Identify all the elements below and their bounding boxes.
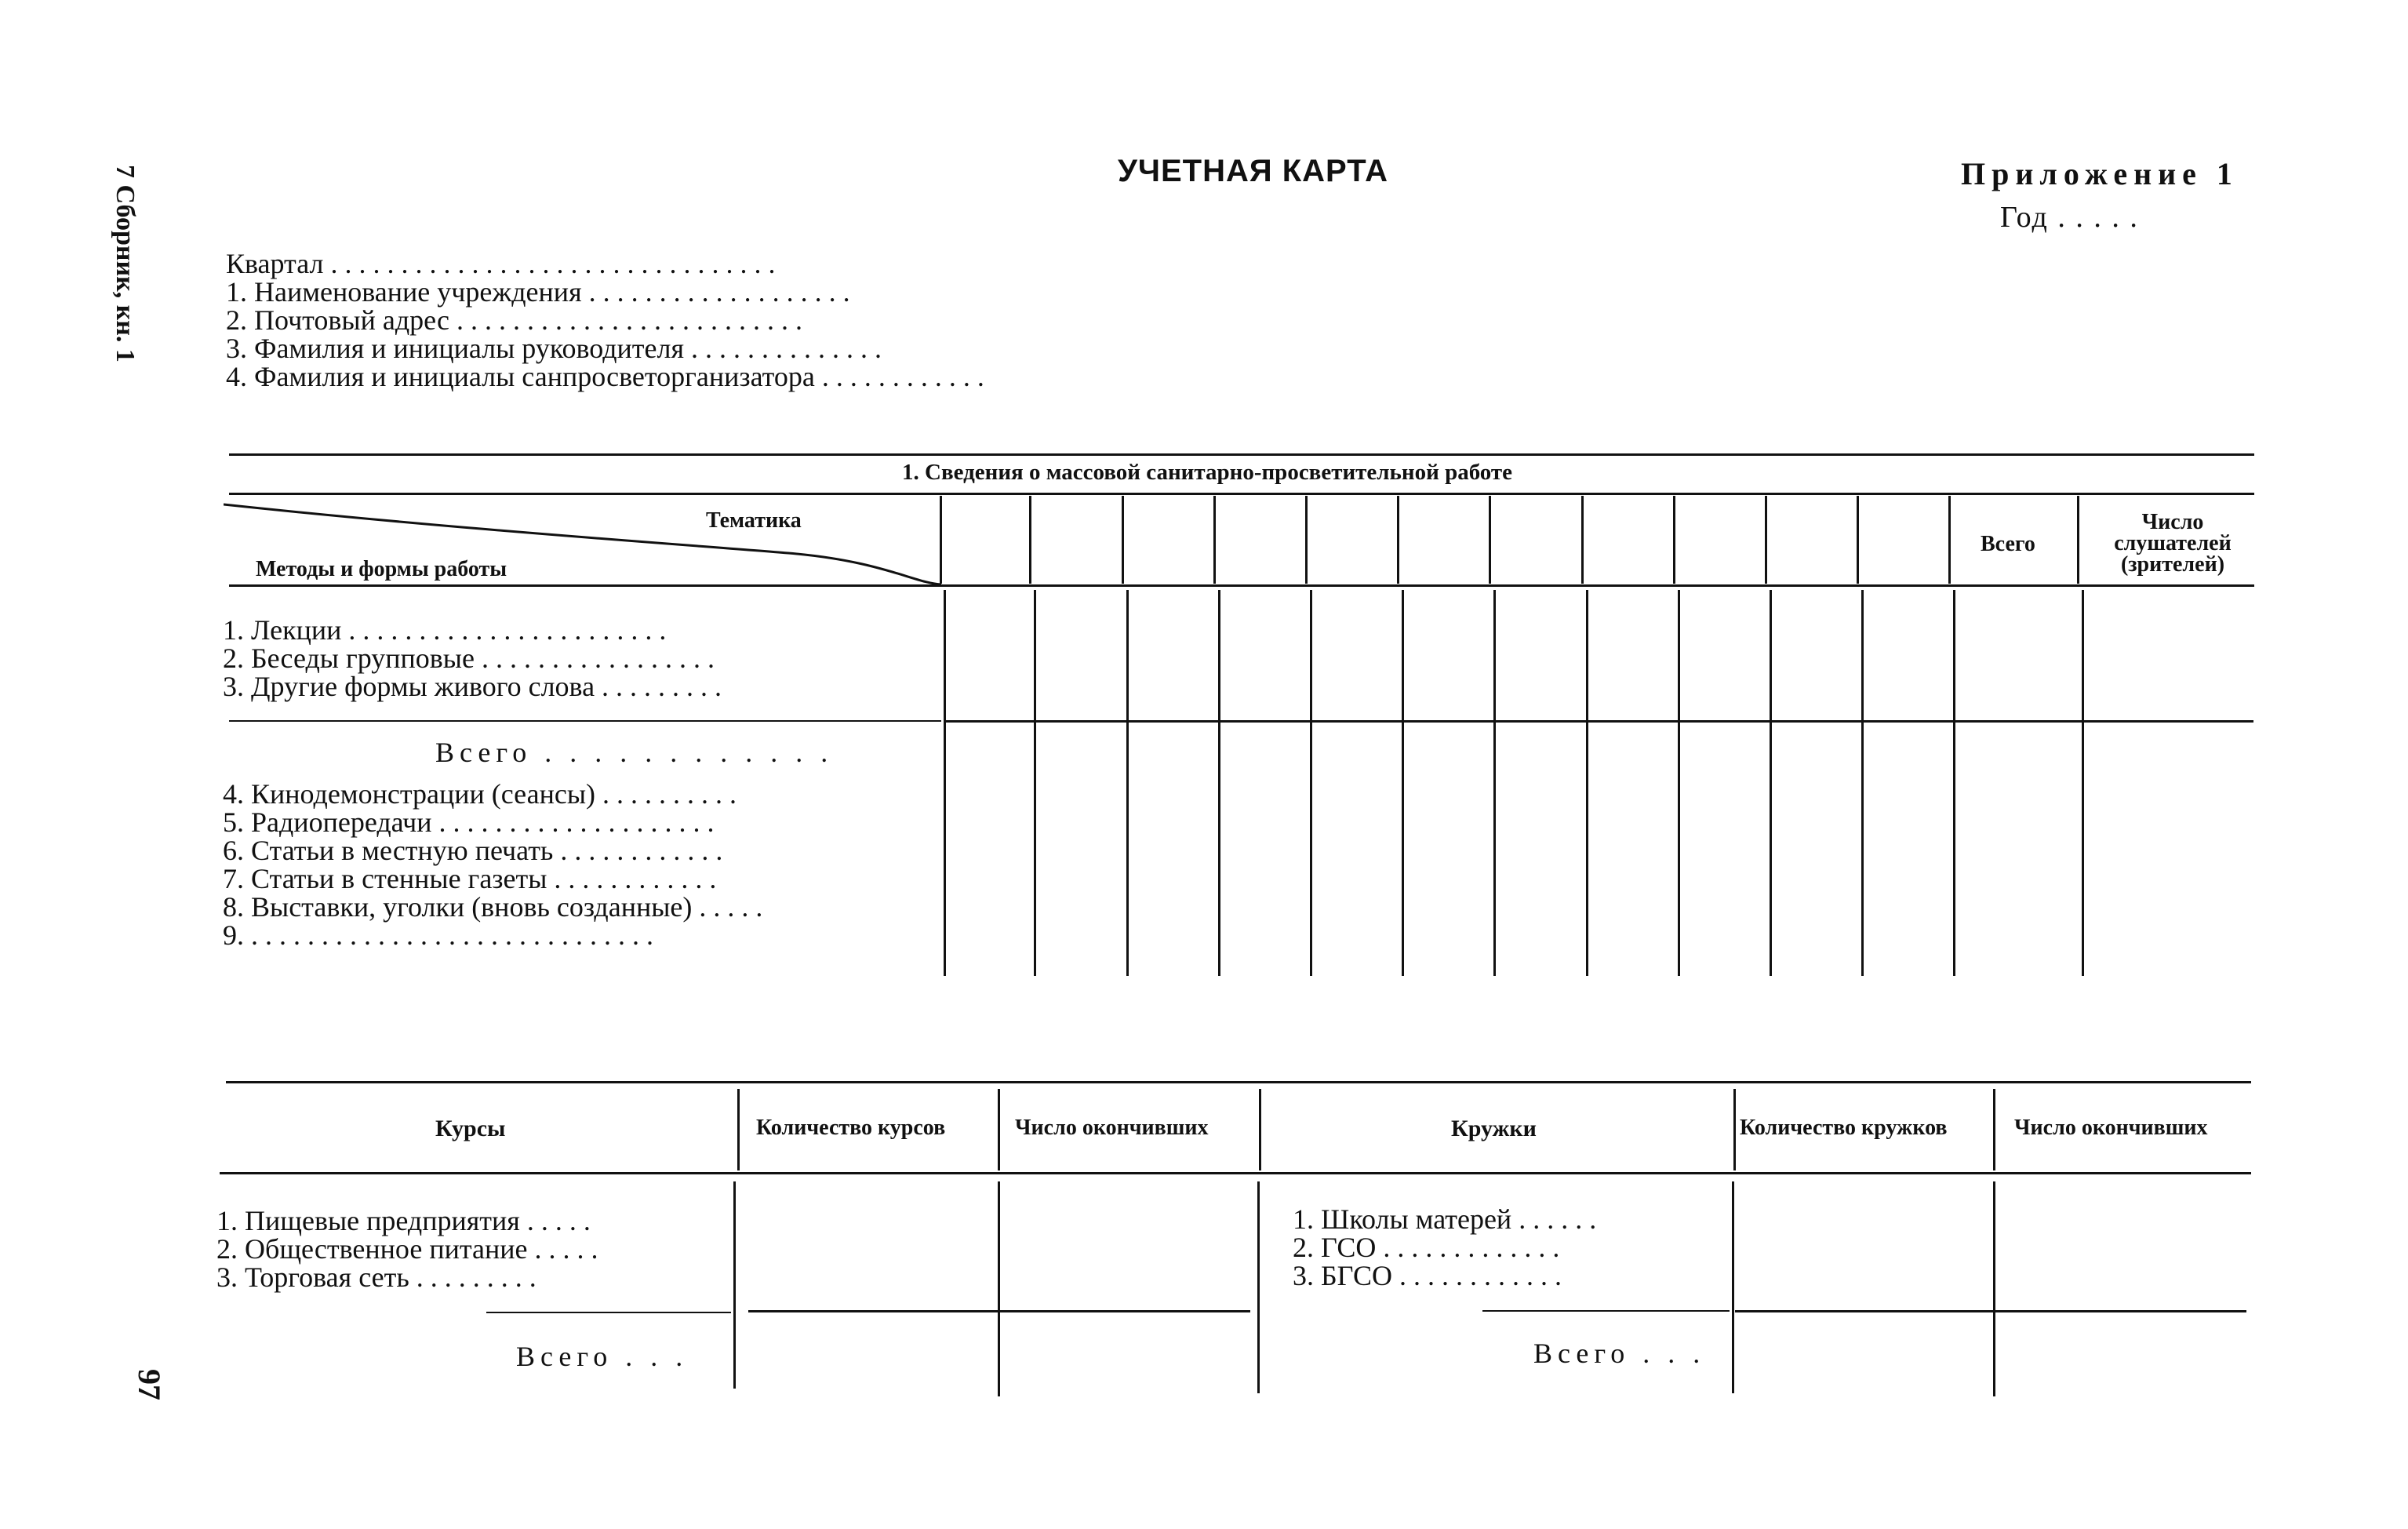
col-divider — [1673, 496, 1675, 584]
courses-count-header: Количество курсов — [756, 1116, 946, 1140]
row-group-rule-left — [229, 720, 941, 722]
col-divider — [1257, 1181, 1260, 1393]
table1-caption-rule — [229, 493, 2254, 495]
row-exhibitions: 8. Выставки, уголки (вновь созданные) . . . . . — [223, 891, 763, 923]
col-divider — [733, 1181, 736, 1389]
course-food-enterprises: 1. Пищевые предприятия . . . . . — [216, 1205, 591, 1236]
circles-count-header: Количество кружков — [1740, 1116, 1948, 1140]
circles-total: Всего . . . — [1533, 1338, 1706, 1369]
col-divider — [940, 496, 942, 584]
row-other-forms: 3. Другие формы живого слова . . . . . . . . . — [223, 671, 722, 702]
courses-total: Всего . . . — [516, 1341, 689, 1372]
row-group-rule-right — [945, 720, 2253, 723]
field-institution: 1. Наименование учреждения . . . . . . . . . . . . . . . . . . . — [226, 276, 850, 308]
col-divider — [1493, 590, 1496, 976]
circles-total-rule — [1482, 1310, 1730, 1312]
row-lectures: 1. Лекции . . . . . . . . . . . . . . . . . . . . . . . — [223, 614, 667, 646]
col-divider — [1586, 590, 1588, 976]
row-local-press: 6. Статьи в местную печать . . . . . . . . . . . . — [223, 835, 723, 866]
listeners-line-2: слушателей — [2114, 531, 2232, 555]
col-divider — [1770, 590, 1772, 976]
row-film: 4. Кинодемонстрации (сеансы) . . . . . . . . . . — [223, 778, 737, 810]
col-divider — [1732, 1181, 1734, 1393]
row-radio: 5. Радиопередачи . . . . . . . . . . . . . . . . . . . . — [223, 806, 715, 838]
courses-total-rule — [486, 1312, 731, 1313]
col-divider — [1953, 590, 1955, 976]
col-divider — [1678, 590, 1680, 976]
courses-values-rule — [748, 1310, 1250, 1312]
col-divider — [944, 590, 946, 976]
course-public-catering: 2. Общественное питание . . . . . — [216, 1233, 598, 1265]
course-trade-network: 3. Торговая сеть . . . . . . . . . — [216, 1261, 537, 1293]
col-divider — [1029, 496, 1031, 584]
row-group-talks: 2. Беседы групповые . . . . . . . . . . . . . . . . . — [223, 643, 715, 674]
col-divider — [1126, 590, 1129, 976]
col-divider — [1034, 590, 1036, 976]
col-divider — [1213, 496, 1216, 584]
circle-gso: 2. ГСО . . . . . . . . . . . . . — [1293, 1232, 1560, 1263]
col-divider — [1489, 496, 1491, 584]
col-divider — [1993, 1181, 1995, 1396]
col-divider — [1218, 590, 1220, 976]
topic-label: Тематика — [706, 508, 802, 533]
col-divider — [737, 1089, 740, 1170]
field-quarter: Квартал . . . . . . . . . . . . . . . . . . . . . . . . . . . . . . . . — [226, 248, 776, 279]
col-divider — [1733, 1089, 1736, 1170]
table1-caption: 1. Сведения о массовой санитарно-просветительной работе — [902, 460, 1513, 485]
circle-mothers-school: 1. Школы матерей . . . . . . — [1293, 1203, 1597, 1235]
col-divider — [1993, 1089, 1995, 1170]
col-divider — [1765, 496, 1767, 584]
page-title: УЧЕТНАЯ КАРТА — [1118, 154, 1388, 188]
col-divider — [2077, 496, 2079, 584]
appendix-label: Приложение 1 — [1961, 156, 2239, 191]
circle-bgso: 3. БГСО . . . . . . . . . . . . — [1293, 1260, 1562, 1291]
col-divider — [1397, 496, 1399, 584]
col-divider — [1310, 590, 1312, 976]
courses-header: Курсы — [435, 1116, 506, 1141]
col-divider — [1857, 496, 1859, 584]
row-wall-newspapers: 7. Статьи в стенные газеты . . . . . . . . . . . . — [223, 863, 717, 894]
circles-header: Кружки — [1451, 1116, 1537, 1141]
total-col-header: Всего — [1981, 532, 2035, 556]
field-organizer: 4. Фамилия и инициалы санпросветорганизатора . . . . . . . . . . . . — [226, 361, 984, 392]
circles-grad-header: Число окончивших — [2014, 1116, 2208, 1140]
listeners-col-header — [2082, 511, 2263, 575]
col-divider — [1122, 496, 1124, 584]
page-number: 97 — [132, 1369, 167, 1400]
table1-top-rule — [229, 453, 2254, 456]
listeners-line-1: Число — [2141, 510, 2204, 534]
col-divider — [998, 1089, 1000, 1170]
table1-header-rule — [229, 584, 2254, 587]
margin-book-label: 7 Сборник, кн. 1 — [111, 165, 140, 362]
col-divider — [998, 1181, 1000, 1396]
table2-header-rule — [220, 1172, 2251, 1174]
field-director: 3. Фамилия и инициалы руководителя . . . . . . . . . . . . . . — [226, 333, 882, 364]
courses-grad-header: Число окончивших — [1015, 1116, 1209, 1140]
col-divider — [1402, 590, 1404, 976]
row-nine: 9. . . . . . . . . . . . . . . . . . . . . . . . . . . . . . — [223, 919, 653, 951]
col-divider — [1948, 496, 1951, 584]
table2-top-rule — [226, 1081, 2251, 1083]
row-total: Всего . . . . . . . . . . . . — [435, 737, 834, 768]
field-address: 2. Почтовый адрес . . . . . . . . . . . . . . . . . . . . . . . . . — [226, 304, 803, 336]
col-divider — [1581, 496, 1584, 584]
listeners-line-3: (зрителей) — [2120, 552, 2225, 577]
col-divider — [2082, 590, 2084, 976]
col-divider — [1259, 1089, 1261, 1170]
col-divider — [1305, 496, 1308, 584]
methods-label: Методы и формы работы — [256, 557, 507, 581]
year-field: Год . . . . . — [2000, 201, 2139, 234]
circles-values-rule — [1735, 1310, 2246, 1312]
col-divider — [1861, 590, 1864, 976]
